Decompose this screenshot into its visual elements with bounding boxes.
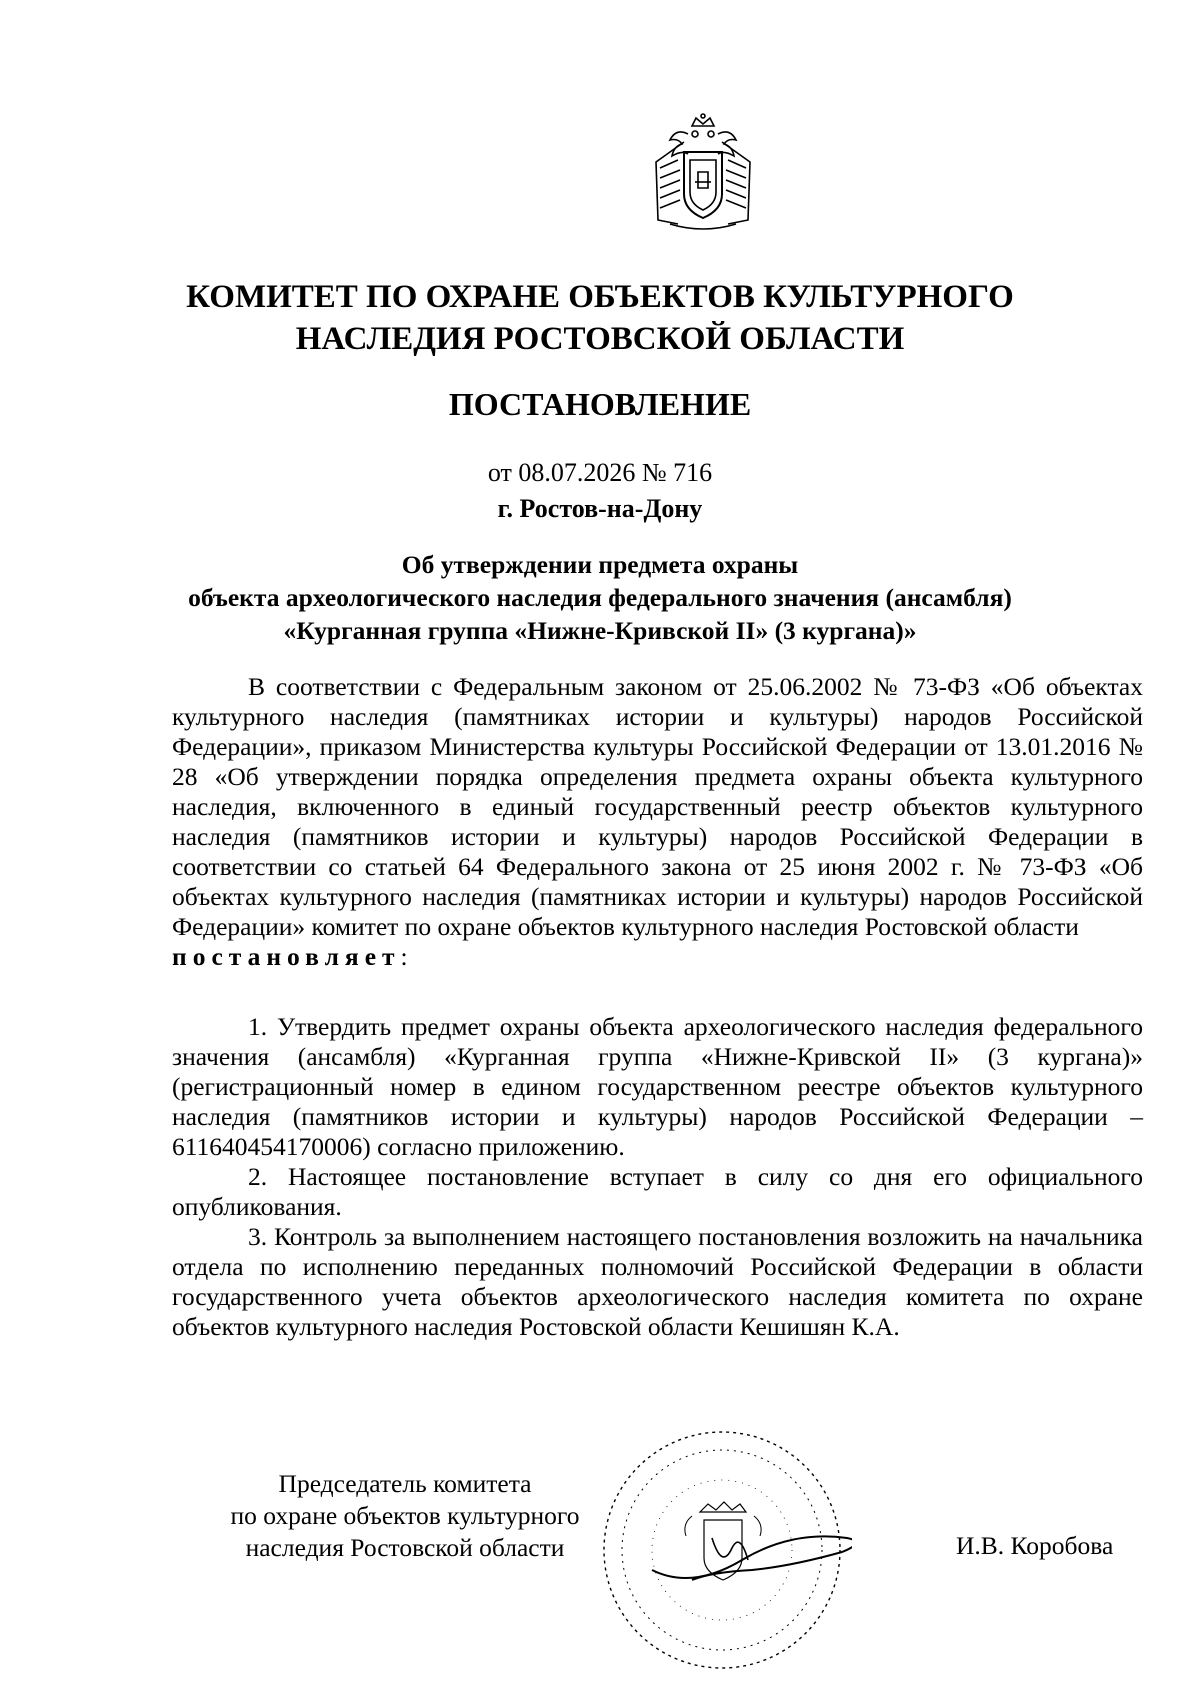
resolves-line — [172, 942, 1143, 972]
resolves-colon: : — [400, 942, 408, 971]
resolution-items — [172, 1012, 1143, 1342]
document-type: ПОСТАНОВЛЕНИЕ — [448, 386, 752, 422]
preamble-paragraph: В соответствии с Федеральным законом от 25.06.2002 № 73-ФЗ «Об объектах культурного наследия (памятниках истории и культуры) народов Российской Федерации», приказом Министерства культуры Российской Федерации от 13.01.2016 № 28 «Об утверждении порядка определения предмета охраны объекта культурного наследия, включенного в единый государственный реестр объектов культурного наследия (памятников истории и культуры) народов Российской Федерации в соответствии со статьей 64 Федерального закона от 25 июня 2002 г. № 73-ФЗ «Об объектах культурного наследия (памятниках истории и культуры) народов Российской Федерации» комитет по охране объектов культурного наследия Ростовской области — [172, 672, 1143, 941]
title-line-2: объекта археологического наследия федерального значения (ансамбля) — [188, 583, 1012, 612]
signer-position-line-1: Председатель комитета — [278, 1469, 532, 1498]
signer-name: И.В. Коробова — [956, 1531, 1114, 1560]
resolves-word: постановляет — [172, 942, 401, 971]
resolution-item-2: 2. Настоящее постановление вступает в силу со дня его официального опубликования. — [172, 1162, 1143, 1221]
resolution-item-1: 1. Утвердить предмет охраны объекта археологического наследия федерального значения (ансамбля) «Курганная группа «Нижне-Кривской II» (3 кургана)» (регистрационный номер в едином государственном реестре объектов культурного наследия (памятников истории и культуры) народов Российской Федерации – 611640454170006) согласно приложению. — [172, 1012, 1143, 1161]
signer-position-line-2: по охране объектов культурного — [230, 1501, 580, 1530]
document-meta — [170, 455, 1030, 527]
coat-of-arms-icon — [648, 112, 758, 232]
title-line-3: «Курганная группа «Нижне-Кривской II» (3 кургана)» — [283, 616, 917, 645]
document-title — [100, 548, 1100, 647]
title-line-1: Об утверждении предмета охраны — [401, 550, 799, 579]
signature-block — [170, 1468, 640, 1564]
organization-line-1: КОМИТЕТ ПО ОХРАНЕ ОБЪЕКТОВ КУЛЬТУРНОГО — [186, 279, 1014, 315]
signer-position-line-3: наследия Ростовской области — [245, 1533, 565, 1562]
date-number: от 08.07.2026 № 716 — [487, 458, 713, 487]
organization-line-2: НАСЛЕДИЯ РОСТОВСКОЙ ОБЛАСТИ — [295, 321, 905, 357]
city: г. Ростов-на-Дону — [497, 494, 703, 523]
official-seal-icon — [592, 1420, 852, 1680]
resolution-item-3: 3. Контроль за выполнением настоящего постановления возложить на начальника отдела по исполнению переданных полномочий Российской Федерации в области государственного учета объектов археологического наследия комитета по охране объектов культурного наследия Ростовской области Кешишян К.А. — [172, 1222, 1143, 1341]
organization-name — [170, 276, 1030, 360]
document-body — [172, 672, 1143, 1342]
